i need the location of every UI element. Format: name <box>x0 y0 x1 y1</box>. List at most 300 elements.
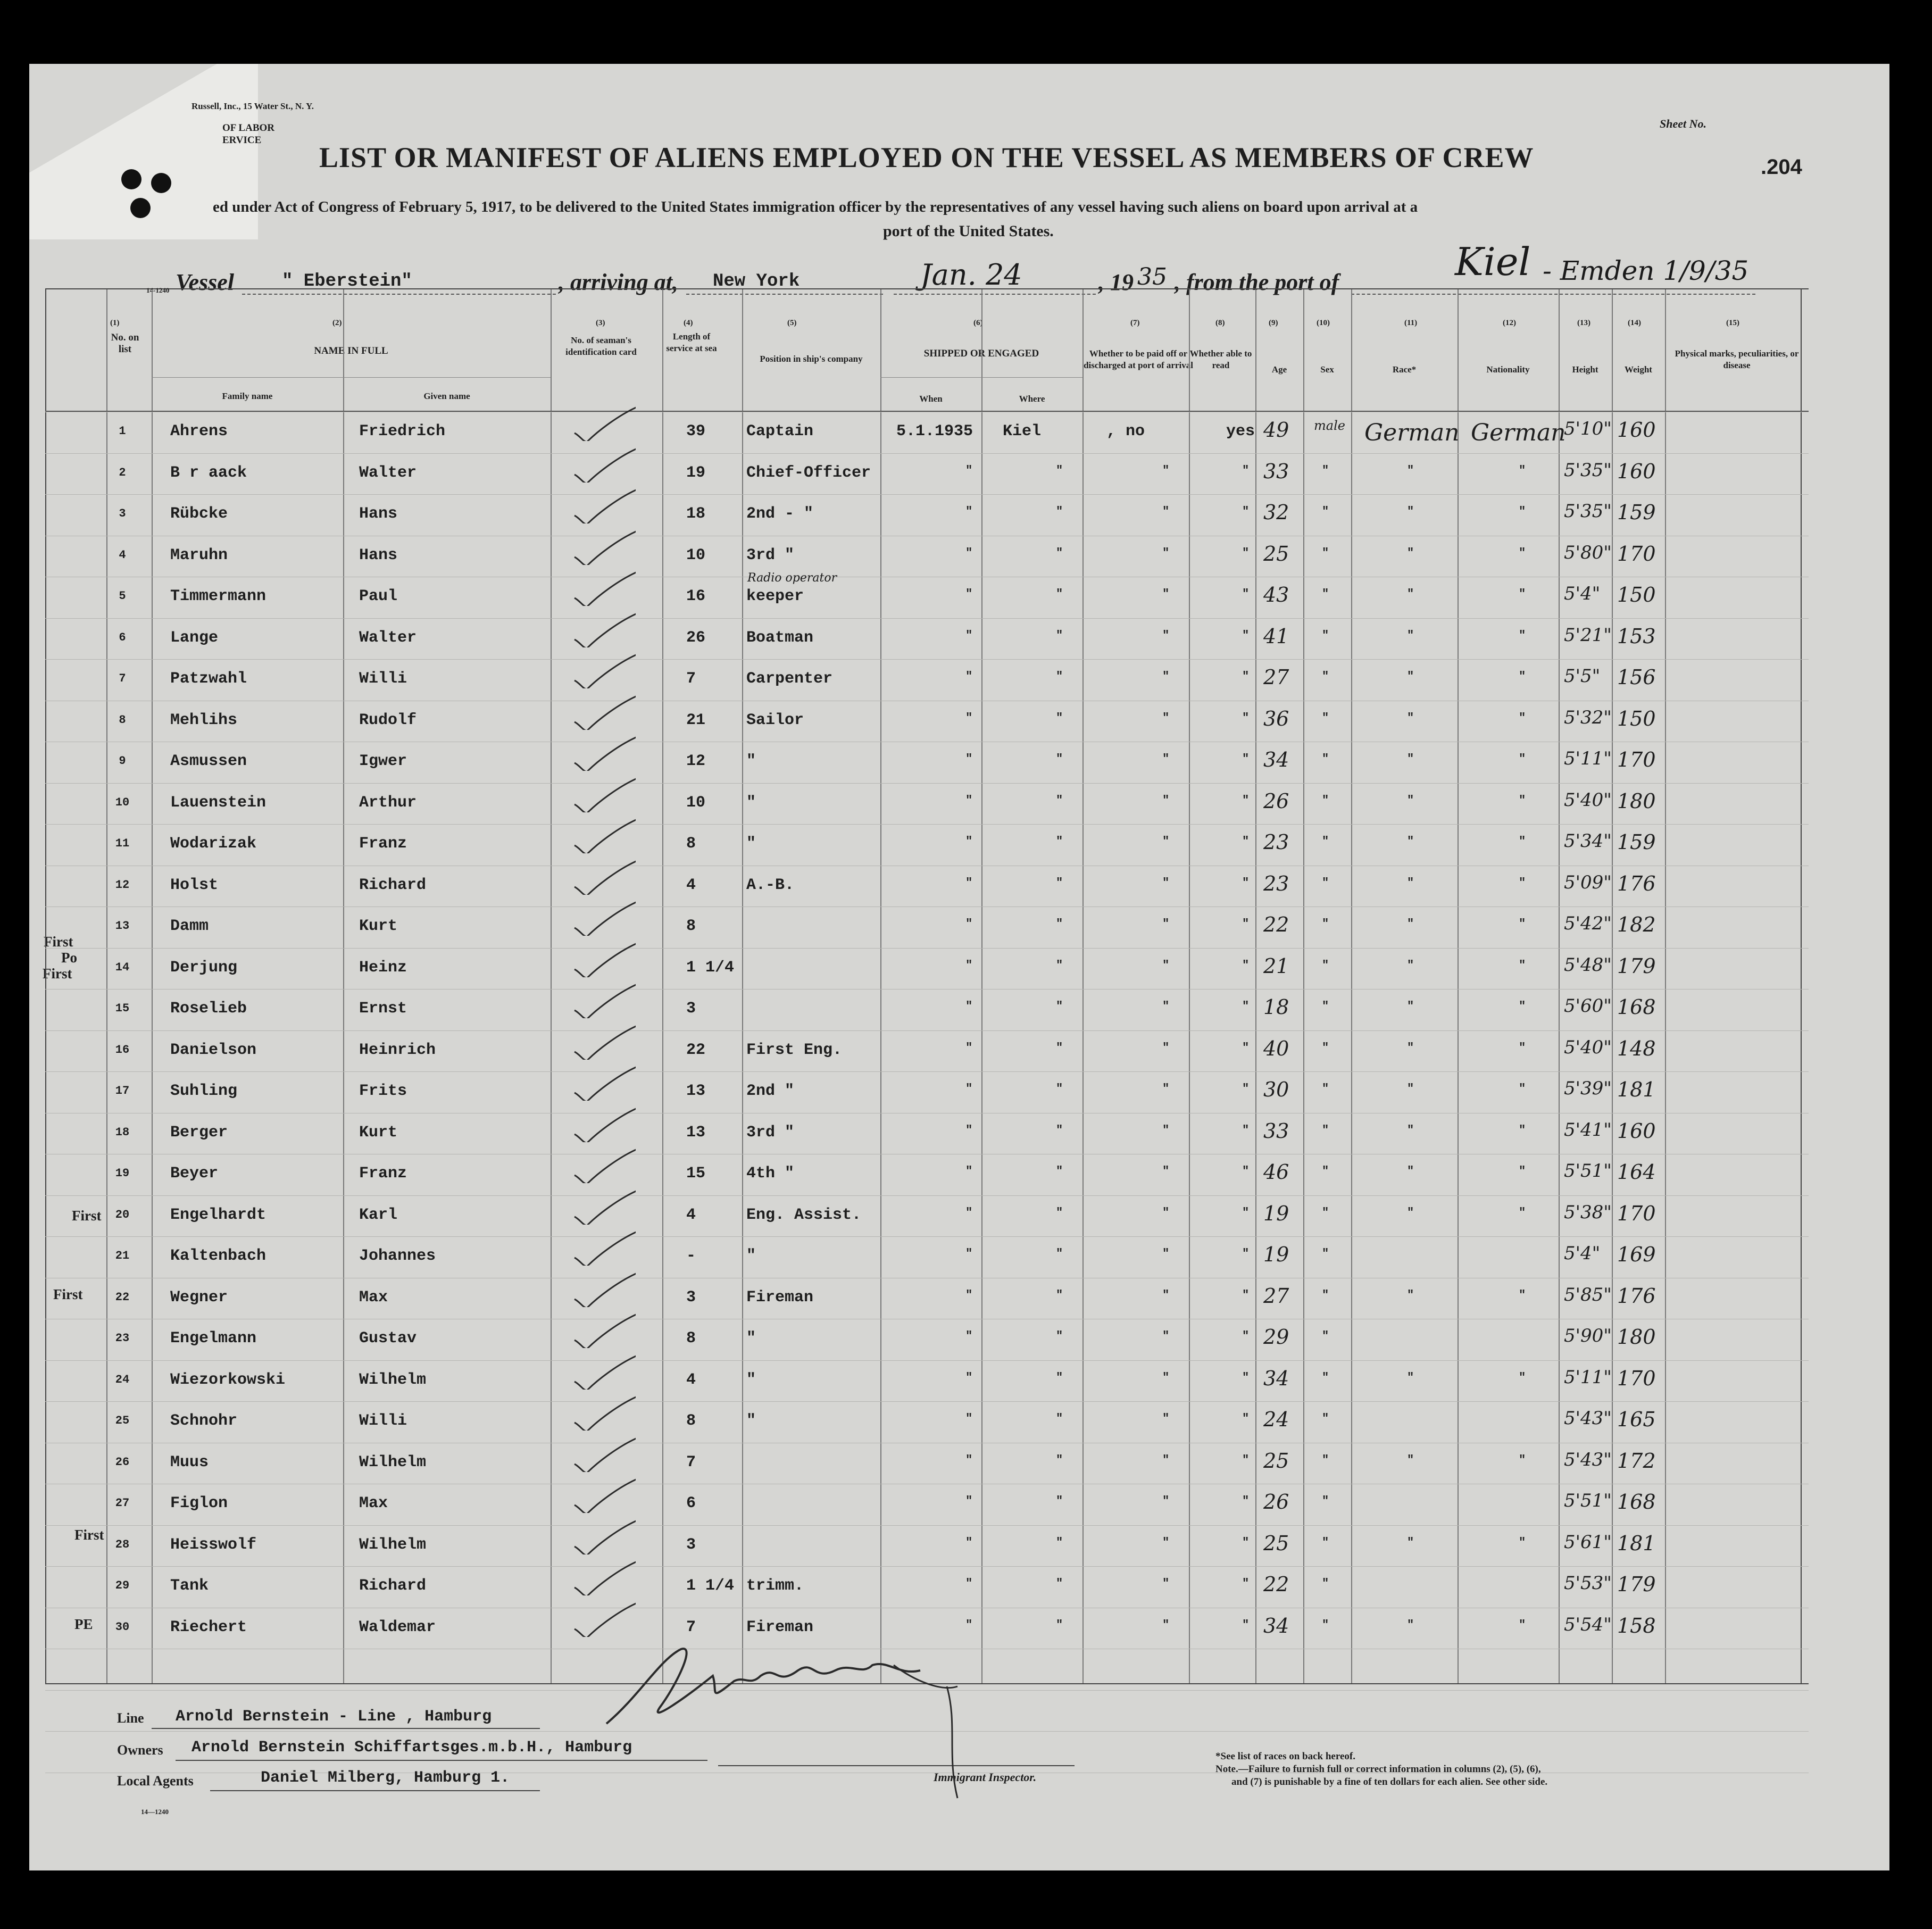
ditto-read: " <box>1242 1247 1250 1260</box>
ditto-read: " <box>1242 835 1250 848</box>
margin-note: First <box>74 1527 104 1543</box>
position: 4th " <box>746 1165 795 1183</box>
service-length: - <box>686 1247 696 1265</box>
ditto-paid: " <box>1162 1000 1170 1013</box>
age: 29 <box>1263 1325 1289 1349</box>
column-rule <box>106 289 107 1683</box>
column-rule <box>1082 289 1084 1683</box>
service-length: 7 <box>686 1453 696 1471</box>
ditto-paid: " <box>1162 1412 1170 1425</box>
age: 26 <box>1263 789 1289 813</box>
row-number: 6 <box>119 630 126 644</box>
ditto-race: " <box>1407 505 1414 518</box>
height: 5'40" <box>1564 1036 1612 1058</box>
ditto-when: " <box>965 1535 973 1549</box>
column-rule <box>880 289 881 1683</box>
weight: 181 <box>1617 1531 1656 1555</box>
ditto-read: " <box>1242 793 1250 807</box>
position: A.-B. <box>746 876 795 894</box>
ditto-nationality: " <box>1519 670 1526 683</box>
ditto-read: " <box>1242 546 1250 560</box>
service-length: 16 <box>686 587 706 605</box>
ditto-when: " <box>965 587 973 601</box>
ditto-paid: " <box>1162 876 1170 889</box>
col1-header: No. on list <box>111 332 139 355</box>
service-length: 3 <box>686 1288 696 1307</box>
ditto-when: " <box>965 793 973 807</box>
ditto-when: " <box>965 1123 973 1137</box>
given-name: Richard <box>359 1577 427 1595</box>
ditto-where: " <box>1056 1535 1063 1549</box>
row-number: 16 <box>115 1043 130 1057</box>
position: Fireman <box>746 1618 814 1636</box>
given-name: Max <box>359 1288 388 1307</box>
row-rule <box>45 824 1809 825</box>
radio-operator-note: Radio operator <box>747 571 837 585</box>
fine-note-2: and (7) is punishable by a fine of ten dollars for each alien. See other side. <box>1231 1776 1548 1787</box>
family-name: Riechert <box>170 1618 247 1636</box>
height: 5'51" <box>1564 1160 1612 1182</box>
age: 43 <box>1263 583 1289 606</box>
ditto-read: " <box>1242 463 1250 477</box>
position: " <box>746 1412 756 1430</box>
position: Fireman <box>746 1288 814 1307</box>
position: Eng. Assist. <box>746 1205 862 1224</box>
position: " <box>746 1247 756 1265</box>
height: 5'60" <box>1564 995 1612 1017</box>
ditto-race: " <box>1407 1535 1414 1549</box>
ditto-where: " <box>1056 1577 1063 1590</box>
weight: 170 <box>1617 748 1656 771</box>
service-length: 10 <box>686 793 706 812</box>
service-length: 13 <box>686 1082 706 1100</box>
row-number: 7 <box>119 672 126 685</box>
ditto-where: " <box>1056 546 1063 560</box>
ditto-read: " <box>1242 1288 1250 1302</box>
col14-number: (14) <box>1628 319 1641 327</box>
weight: 165 <box>1617 1408 1656 1431</box>
height: 5'09" <box>1564 871 1612 893</box>
service-length: 8 <box>686 1412 696 1430</box>
ditto-where: " <box>1056 752 1063 766</box>
row-number: 18 <box>115 1125 130 1139</box>
ditto-paid: " <box>1162 835 1170 848</box>
ditto-when: " <box>965 1205 973 1219</box>
line-value: Arnold Bernstein - Line , Hamburg <box>176 1708 492 1726</box>
position: Captain <box>746 422 814 440</box>
service-length: 8 <box>686 917 696 935</box>
position: " <box>746 1329 756 1348</box>
column-rule <box>1612 289 1613 1683</box>
ditto-race: " <box>1407 628 1414 642</box>
given-name: Rudolf <box>359 711 417 729</box>
service-length: 1 1/4 <box>686 1577 735 1595</box>
ditto-nationality: " <box>1519 1618 1526 1632</box>
service-length: 10 <box>686 546 706 564</box>
position: " <box>746 1370 756 1389</box>
column-rule <box>1351 289 1352 1683</box>
ditto-paid: " <box>1162 752 1170 766</box>
ditto-read: " <box>1242 711 1250 725</box>
ditto-when: " <box>965 1453 973 1467</box>
column-rule <box>981 289 982 1683</box>
check-mark <box>572 445 636 483</box>
col1-number: (1) <box>110 319 120 327</box>
ditto-paid: " <box>1162 1041 1170 1054</box>
ditto-nationality: " <box>1519 711 1526 725</box>
race: German <box>1364 419 1460 446</box>
ditto-read: " <box>1242 876 1250 889</box>
races-note: *See list of races on back hereof. <box>1215 1751 1355 1762</box>
position: First Eng. <box>746 1041 843 1059</box>
ditto-sex: " <box>1322 1618 1329 1632</box>
given-name: Johannes <box>359 1247 436 1265</box>
height: 5'32" <box>1564 706 1612 728</box>
ditto-read: " <box>1242 752 1250 766</box>
weight: 172 <box>1617 1449 1656 1473</box>
weight: 168 <box>1617 1490 1656 1514</box>
row-number: 17 <box>115 1084 130 1097</box>
margin-note: PE <box>74 1616 93 1632</box>
service-length: 8 <box>686 1329 696 1348</box>
family-name: Maruhn <box>170 546 228 564</box>
weight: 176 <box>1617 1284 1656 1308</box>
ditto-sex: " <box>1322 1494 1329 1508</box>
family-name: Derjung <box>170 958 238 977</box>
check-mark <box>572 528 636 565</box>
ditto-sex: " <box>1322 463 1329 477</box>
family-name: Wegner <box>170 1288 228 1307</box>
ditto-where: " <box>1056 670 1063 683</box>
weight: 181 <box>1617 1078 1656 1101</box>
family-name: Patzwahl <box>170 670 247 688</box>
family-name: B r aack <box>170 463 247 482</box>
service-length: 4 <box>686 1205 696 1224</box>
family-name: Berger <box>170 1123 228 1142</box>
ditto-nationality: " <box>1519 1041 1526 1054</box>
check-mark <box>572 1352 636 1390</box>
ditto-nationality: " <box>1519 587 1526 601</box>
given-name: Frits <box>359 1082 407 1100</box>
row-number: 27 <box>115 1496 130 1510</box>
column-rule <box>1458 289 1459 1683</box>
check-mark <box>572 651 636 688</box>
given-name: Heinz <box>359 958 407 977</box>
col7-header: Whether to be paid off or discharged at port of arrival <box>1084 348 1193 370</box>
col2b-header: Given name <box>423 391 470 401</box>
ditto-read: " <box>1242 1618 1250 1632</box>
given-name: Hans <box>359 546 398 564</box>
ditto-race: " <box>1407 1041 1414 1054</box>
ditto-nationality: " <box>1519 1082 1526 1095</box>
ditto-nationality: " <box>1519 793 1526 807</box>
service-length: 6 <box>686 1494 696 1512</box>
weight: 170 <box>1617 1201 1656 1225</box>
ditto-read: " <box>1242 1370 1250 1384</box>
row-number: 26 <box>115 1455 130 1469</box>
weight: 160 <box>1617 459 1656 483</box>
col9-header: Age <box>1271 364 1287 375</box>
weight: 159 <box>1617 501 1656 524</box>
family-name: Timmermann <box>170 587 267 605</box>
col5-header: Position in ship's company <box>760 354 863 364</box>
age: 34 <box>1263 1366 1289 1390</box>
ditto-sex: " <box>1322 1329 1329 1343</box>
age: 25 <box>1263 542 1289 566</box>
ditto-when: " <box>965 1165 973 1178</box>
height: 5'41" <box>1564 1119 1612 1141</box>
check-mark <box>572 1228 636 1266</box>
weight: 168 <box>1617 995 1656 1019</box>
ditto-race: " <box>1407 835 1414 848</box>
ditto-race: " <box>1407 1618 1414 1632</box>
row-number: 12 <box>115 878 130 892</box>
ditto-when: " <box>965 1412 973 1425</box>
ditto-when: " <box>965 1577 973 1590</box>
row-number: 9 <box>119 754 126 768</box>
ditto-paid: " <box>1162 793 1170 807</box>
ditto-sex: " <box>1322 793 1329 807</box>
col14-header: Weight <box>1625 364 1652 375</box>
age: 26 <box>1263 1490 1289 1514</box>
service-length: 7 <box>686 670 696 688</box>
punch-hole <box>130 198 151 218</box>
ditto-when: " <box>965 1618 973 1632</box>
col8-header: Whether able to read <box>1189 348 1252 370</box>
ditto-paid: " <box>1162 670 1170 683</box>
weight: 180 <box>1617 1325 1656 1349</box>
weight: 160 <box>1617 1119 1656 1143</box>
form-number-bottom: 14—1240 <box>141 1808 169 1816</box>
row-number: 24 <box>115 1373 130 1386</box>
ditto-paid: " <box>1162 917 1170 930</box>
height: 5'11" <box>1564 1366 1612 1388</box>
weight: 170 <box>1617 1366 1656 1390</box>
check-mark <box>572 775 636 812</box>
family-name: Lauenstein <box>170 793 267 812</box>
ditto-read: " <box>1242 1329 1250 1343</box>
given-name: Friedrich <box>359 422 446 440</box>
family-name: Engelhardt <box>170 1205 267 1224</box>
service-length: 7 <box>686 1618 696 1636</box>
nationality: German <box>1471 419 1566 446</box>
header-rule <box>152 377 551 378</box>
given-name: Heinrich <box>359 1041 436 1059</box>
able-to-read: yes <box>1226 422 1255 440</box>
dept-line: OF LABOR <box>222 122 274 134</box>
ditto-race: " <box>1407 1123 1414 1137</box>
row-rule <box>45 1525 1809 1526</box>
service-length: 12 <box>686 752 706 770</box>
height: 5'54" <box>1564 1614 1612 1635</box>
row-rule <box>45 989 1809 990</box>
ditto-when: " <box>965 1329 973 1343</box>
age: 27 <box>1263 1284 1289 1308</box>
col6a-header: When <box>919 394 943 404</box>
ditto-nationality: " <box>1519 1165 1526 1178</box>
ditto-nationality: " <box>1519 752 1526 766</box>
ditto-sex: " <box>1322 1288 1329 1302</box>
weight: 176 <box>1617 871 1656 895</box>
position: Boatman <box>746 628 814 647</box>
row-number: 21 <box>115 1249 130 1262</box>
height: 5'38" <box>1564 1201 1612 1223</box>
age: 18 <box>1263 995 1289 1019</box>
ditto-read: " <box>1242 1165 1250 1178</box>
ditto-sex: " <box>1322 1535 1329 1549</box>
weight: 169 <box>1617 1243 1656 1266</box>
row-rule <box>45 618 1809 619</box>
ditto-read: " <box>1242 1205 1250 1219</box>
inspector-label: Immigrant Inspector. <box>934 1770 1037 1784</box>
arriving-label: , arriving at, <box>559 269 678 295</box>
ditto-paid: " <box>1162 1370 1170 1384</box>
ditto-when: " <box>965 1494 973 1508</box>
height: 5'48" <box>1564 954 1612 976</box>
row-number: 13 <box>115 919 130 933</box>
ditto-sex: " <box>1322 1453 1329 1467</box>
check-mark <box>572 899 636 936</box>
ditto-read: " <box>1242 1577 1250 1590</box>
given-name: Gustav <box>359 1329 417 1348</box>
height: 5'80" <box>1564 542 1612 563</box>
ditto-when: " <box>965 958 973 972</box>
ditto-paid: " <box>1162 711 1170 725</box>
ditto-when: " <box>965 670 973 683</box>
age: 19 <box>1263 1201 1289 1225</box>
age: 22 <box>1263 913 1289 936</box>
shipped-where: Kiel <box>1003 422 1042 440</box>
family-name: Mehlihs <box>170 711 238 729</box>
age: 22 <box>1263 1573 1289 1596</box>
height: 5'21" <box>1564 624 1612 646</box>
ditto-nationality: " <box>1519 1123 1526 1137</box>
ditto-race: " <box>1407 587 1414 601</box>
ditto-sex: " <box>1322 958 1329 972</box>
ditto-race: " <box>1407 670 1414 683</box>
ditto-read: " <box>1242 1453 1250 1467</box>
ditto-when: " <box>965 752 973 766</box>
row-rule <box>45 1360 1809 1361</box>
ditto-when: " <box>965 1288 973 1302</box>
height: 5'39" <box>1564 1078 1612 1099</box>
check-mark <box>572 1187 636 1225</box>
age: 24 <box>1263 1408 1289 1431</box>
given-name: Franz <box>359 835 407 853</box>
column-rule <box>45 289 46 1683</box>
ditto-sex: " <box>1322 1412 1329 1425</box>
position: 3rd " <box>746 1123 795 1142</box>
row-number: 8 <box>119 713 126 727</box>
ditto-race: " <box>1407 546 1414 560</box>
margin-note: Po <box>61 950 77 966</box>
age: 30 <box>1263 1078 1289 1101</box>
position: " <box>746 835 756 853</box>
row-number: 30 <box>115 1620 130 1634</box>
ditto-sex: " <box>1322 1123 1329 1137</box>
family-name: Holst <box>170 876 219 894</box>
ditto-race: " <box>1407 463 1414 477</box>
subtitle-line-1: ed under Act of Congress of February 5, 1917, to be delivered to the United States immigration officer by the representatives of any vessel having such aliens on board upon arrival at a <box>213 198 1418 215</box>
given-name: Walter <box>359 463 417 482</box>
age: 23 <box>1263 871 1289 895</box>
from-port: Kiel <box>1455 239 1531 284</box>
weight: 179 <box>1617 1573 1656 1596</box>
service-length: 19 <box>686 463 706 482</box>
row-number: 5 <box>119 589 126 603</box>
ditto-where: " <box>1056 1205 1063 1219</box>
family-name: Schnohr <box>170 1412 238 1430</box>
ditto-paid: " <box>1162 958 1170 972</box>
ditto-read: " <box>1242 670 1250 683</box>
ditto-sex: " <box>1322 876 1329 889</box>
service-length: 21 <box>686 711 706 729</box>
ditto-when: " <box>965 1041 973 1054</box>
row-number: 22 <box>115 1290 130 1304</box>
ditto-when: " <box>965 463 973 477</box>
row-rule <box>45 1071 1809 1072</box>
height: 5'42" <box>1564 913 1612 934</box>
height: 5'43" <box>1564 1449 1612 1470</box>
ditto-when: " <box>965 835 973 848</box>
ditto-where: " <box>1056 1000 1063 1013</box>
ditto-nationality: " <box>1519 1535 1526 1549</box>
weight: 148 <box>1617 1036 1656 1060</box>
height: 5'53" <box>1564 1573 1612 1594</box>
ditto-sex: " <box>1322 1577 1329 1590</box>
ditto-race: " <box>1407 1000 1414 1013</box>
ditto-where: " <box>1056 1453 1063 1467</box>
ditto-race: " <box>1407 1205 1414 1219</box>
family-name: Lange <box>170 628 219 647</box>
check-mark <box>572 858 636 895</box>
ditto-where: " <box>1056 1041 1063 1054</box>
family-name: Engelmann <box>170 1329 257 1348</box>
service-length: 8 <box>686 835 696 853</box>
printer-line: Russell, Inc., 15 Water St., N. Y. <box>191 101 314 111</box>
service-length: 3 <box>686 1535 696 1554</box>
ditto-where: " <box>1056 1618 1063 1632</box>
ditto-read: " <box>1242 1535 1250 1549</box>
service-length: 26 <box>686 628 706 647</box>
age: 34 <box>1263 748 1289 771</box>
col8-number: (8) <box>1215 319 1225 327</box>
row-number: 3 <box>119 507 126 520</box>
ditto-paid: " <box>1162 546 1170 560</box>
height: 5'43" <box>1564 1408 1612 1429</box>
ditto-paid: " <box>1162 463 1170 477</box>
given-name: Willi <box>359 1412 407 1430</box>
col2a-header: Family name <box>222 391 273 401</box>
ditto-when: " <box>965 1000 973 1013</box>
col13-header: Height <box>1572 364 1598 375</box>
col2-number: (2) <box>332 319 342 327</box>
age: 25 <box>1263 1531 1289 1555</box>
age: 49 <box>1263 418 1289 442</box>
margin-note: First <box>44 934 73 950</box>
ditto-paid: " <box>1162 1329 1170 1343</box>
age: 41 <box>1263 624 1289 648</box>
weight: 160 <box>1617 418 1656 442</box>
position: " <box>746 752 756 770</box>
position: Chief-Officer <box>746 463 871 482</box>
ditto-race: " <box>1407 1453 1414 1467</box>
subtitle-line-2: port of the United States. <box>883 222 1054 240</box>
position: keeper <box>746 587 804 605</box>
check-mark <box>572 1311 636 1348</box>
col5-number: (5) <box>787 319 797 327</box>
given-name: Waldemar <box>359 1618 436 1636</box>
